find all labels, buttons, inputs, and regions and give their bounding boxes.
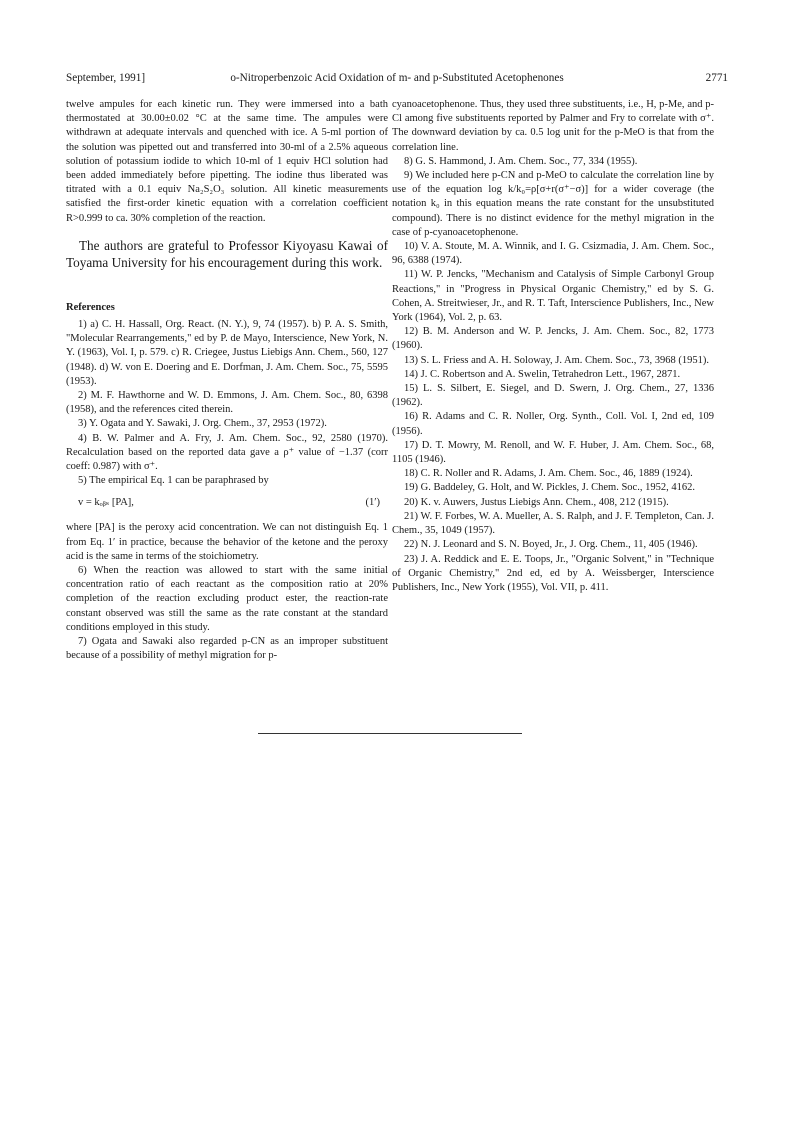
reference-21: 21) W. F. Forbes, W. A. Mueller, A. S. Ralph, and J. F. Templeton, Can. J. Chem., 35, 1049 (1957). [392, 510, 714, 537]
right-column [392, 98, 714, 595]
reference-12: 12) B. M. Anderson and W. P. Jencks, J. Am. Chem. Soc., 82, 1773 (1960). [392, 326, 714, 352]
reference-9: 9) We included here p-CN and p-MeO to calculate the correlation line by use of the equation log k/k₀=ρ[σ+r(σ⁺−σ)] for a wider coverage (the notation k₀ in this equation means the rate constant for the unsubstituted compound). There is no distinct evidence for the methyl migration in the case of p-cyanoacetophenone. [392, 170, 714, 238]
reference-6: 6) When the reaction was allowed to start with the same initial concentration ratio of each reactant as the composition ratio at 20% completion of the reaction excluding product ester, the reaction-rate constant observed was still the same as the rate constant at the standard conditions employed in this study. [66, 565, 388, 633]
reference-22: 22) N. J. Leonard and S. N. Boyed, Jr., J. Org. Chem., 11, 405 (1946). [404, 539, 698, 551]
reference-7-continued: cyanoacetophenone. Thus, they used three substituents, i.e., H, p-Me, and p-Cl among five substituents reported by Palmer and Fry to correlate with σ⁺. The downward deviation by ca. 0.5 log unit for the p-MeO is that from the correlation line. [392, 99, 714, 153]
acknowledgement: The authors are grateful to Professor Kiyoyasu Kawai of Toyama University for his encouragement during this work. [66, 237, 388, 270]
end-rule [258, 733, 522, 734]
reference-20: 20) K. v. Auwers, Justus Liebigs Ann. Chem., 408, 212 (1915). [404, 496, 669, 508]
reference-7: 7) Ogata and Sawaki also regarded p-CN as an improper substituent because of a possibility of methyl migration for p- [66, 636, 388, 662]
equation-expression: v = kₒᵦₛ [PA], [78, 497, 134, 509]
reference-11: 11) W. P. Jencks, "Mechanism and Catalysis of Simple Carbonyl Group Reactions," in "Progress in Physical Organic Chemistry," ed by S. G. Cohen, A. Streitwieser, Jr., and R. T. Taft, Interscience Publishers, Inc., New York (1964), Vol. 2, p. 63. [392, 269, 714, 324]
reference-16: 16) R. Adams and C. R. Noller, Org. Synth., Coll. Vol. I, 2nd ed, 109 (1956). [392, 411, 714, 437]
reference-19: 19) G. Baddeley, G. Holt, and W. Pickles, J. Chem. Soc., 1952, 4162. [404, 482, 695, 494]
running-header [66, 72, 728, 88]
left-column [66, 98, 388, 664]
reference-4: 4) B. W. Palmer and A. Fry, J. Am. Chem. Soc., 92, 2580 (1970). Recalculation based on the reported data gave a ρ⁺ value of −1.37 (corr coeff: 0.987) with σ⁺. [66, 432, 388, 473]
reference-3: 3) Y. Ogata and Y. Sawaki, J. Org. Chem., 37, 2953 (1972). [78, 418, 327, 430]
reference-23: 23) J. A. Reddick and E. E. Toops, Jr., "Organic Solvent," in "Technique of Organic Chemistry," 2nd ed, ed by A. Weissberger, Interscience Publishers, Inc., New York (1955), Vol. VII, p. 411. [392, 553, 714, 593]
reference-17: 17) D. T. Mowry, M. Renoll, and W. F. Huber, J. Am. Chem. Soc., 68, 1105 (1946). [392, 439, 714, 466]
references-heading: References [66, 301, 115, 313]
reference-14: 14) J. C. Robertson and A. Swelin, Tetrahedron Lett., 1967, 2871. [404, 368, 681, 380]
reference-10: 10) V. A. Stoute, M. A. Winnik, and I. G. Csizmadia, J. Am. Chem. Soc., 96, 6388 (1974). [392, 241, 714, 267]
header-date: September, 1991] [66, 72, 146, 84]
page-number: 2771 [705, 72, 728, 84]
reference-1: 1) a) C. H. Hassall, Org. React. (N. Y.), 9, 74 (1957). b) P. A. S. Smith, "Molecular Rearrangements," ed by P. de Mayo, Interscience, New York, N. Y. (1963), Vol. I, p. 579. c) R. Criegee, Justus Liebigs Ann. Chem., 560, 127 (1948). d) W. von E. Doering and E. Dorfman, J. Am. Chem. Soc., 75, 5595 (1953). [66, 319, 388, 387]
equation-1-prime [66, 496, 388, 514]
reference-5-continued: where [PA] is the peroxy acid concentration. We can not distinguish Eq. 1 from Eq. 1′ in practice, because the behavior of the ketone and the peroxy acid is the same in terms of the stoichiometry. [66, 522, 388, 562]
equation-number: (1′) [365, 497, 380, 509]
experimental-paragraph: twelve ampules for each kinetic run. They were immersed into a bath thermostated at 30.00±0.02 °C at the same time. The ampules were withdrawn at adequate intervals and quenched with ice. A 5-ml portion of the solution was pipetted out and transferred into 30-ml of a 2.5% aqueous solution of potassium iodide to which 10-ml of 1 equiv HCl solution had been added immediately before pipetting. The iodine thus liberated was titrated with a 0.1 equiv Na₂S₂O₃ solution. All kinetic measurements satisfied the first-order kinetic equation with a correlation coefficient R>0.999 to ca. 30% completion of the reaction. [66, 99, 388, 224]
reference-13: 13) S. L. Friess and A. H. Soloway, J. Am. Chem. Soc., 73, 3968 (1951). [404, 354, 709, 366]
reference-5: 5) The empirical Eq. 1 can be paraphrased by [78, 475, 269, 487]
header-title: o-Nitroperbenzoic Acid Oxidation of m- and p-Substituted Acetophenones [230, 72, 564, 84]
reference-15: 15) L. S. Silbert, E. Siegel, and D. Swern, J. Org. Chem., 27, 1336 (1962). [392, 383, 714, 409]
reference-8: 8) G. S. Hammond, J. Am. Chem. Soc., 77, 334 (1955). [404, 155, 638, 167]
reference-2: 2) M. F. Hawthorne and W. D. Emmons, J. Am. Chem. Soc., 80, 6398 (1958), and the references cited therein. [66, 390, 388, 416]
reference-18: 18) C. R. Noller and R. Adams, J. Am. Chem. Soc., 46, 1889 (1924). [404, 468, 693, 480]
